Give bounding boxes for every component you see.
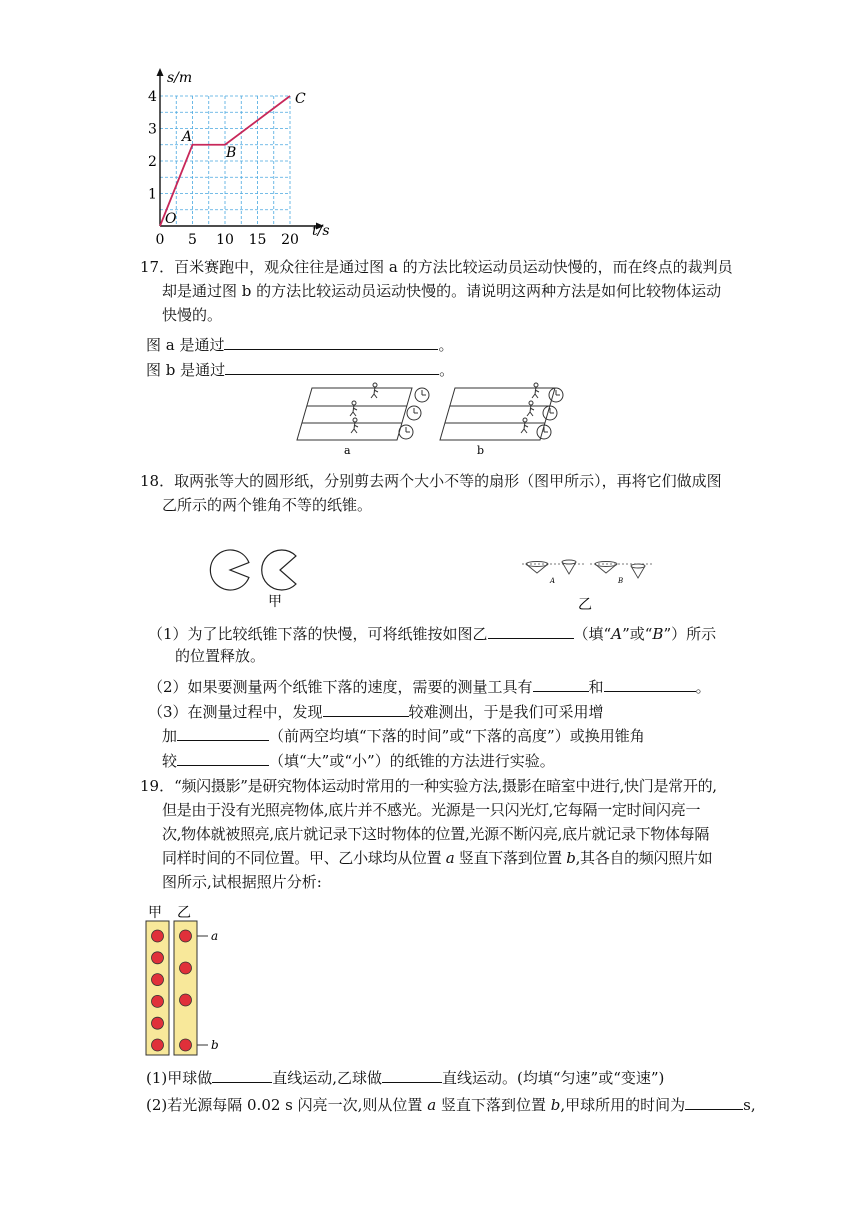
runner-icon xyxy=(527,401,534,416)
strip-label-jia: 甲 xyxy=(148,905,162,921)
q17-line2: 却是通过图 b 的方法比较运动员运动快慢的。请说明这两种方法是如何比较物体运动 xyxy=(162,282,722,300)
q17-answer-b: 图 b 是通过 。 xyxy=(146,358,454,380)
q17-blank-b[interactable] xyxy=(225,358,439,375)
q18-blank-3[interactable] xyxy=(604,675,696,692)
position-label-a: a xyxy=(211,929,219,943)
y-tick-label: 2 xyxy=(148,154,157,170)
ball-jia xyxy=(152,930,164,942)
q18-part3-line3: 较 （填“大”或“小”）的纸锥的方法进行实验。 xyxy=(162,749,555,771)
q18-part1-line2: 的位置释放。 xyxy=(175,647,266,665)
paper-circle-small-cut xyxy=(262,550,296,590)
x-tick-label: 15 xyxy=(248,232,267,248)
q18-number: 18． xyxy=(140,472,175,490)
strip-label-yi: 乙 xyxy=(177,905,191,921)
y-tick-label: 1 xyxy=(148,186,157,203)
q17-line3: 快慢的。 xyxy=(162,306,223,324)
cone-narrow-a xyxy=(562,560,576,574)
x-tick-label: 20 xyxy=(281,232,299,248)
cone-narrow-b xyxy=(631,564,645,578)
x-tick-label: 10 xyxy=(216,232,234,248)
strobe-photo-figure xyxy=(140,900,230,1062)
q18-blank-1[interactable] xyxy=(488,622,574,639)
point-label-a: A xyxy=(182,129,193,145)
q19-line1: 19．“频闪摄影”是研究物体运动时常用的一种实验方法,摄影在暗室中进行,快门是常开的, xyxy=(140,777,717,795)
cone-wide-b xyxy=(595,562,617,574)
q18-blank-4[interactable] xyxy=(323,700,409,717)
graph-grid xyxy=(160,96,290,226)
q18-part1: （1）为了比较纸锥下落的快慢，可将纸锥按如图乙 （填“A”或“B”）所示 xyxy=(148,622,716,644)
x-tick-label: 5 xyxy=(188,232,197,248)
ball-yi xyxy=(180,962,192,974)
q17-line1: 17．百米赛跑中，观众往往是通过图 a 的方法比较运动员运动快慢的，而在终点的裁判员 xyxy=(140,258,733,276)
ball-jia xyxy=(152,995,164,1007)
track-label-b: b xyxy=(477,444,485,456)
cone-label-a: A xyxy=(550,577,556,585)
point-label-b: B xyxy=(226,145,237,161)
point-label-o: O xyxy=(165,211,177,227)
q19-sub1: (1)甲球做 直线运动,乙球做 直线运动。(均填“匀速”或“变速”) xyxy=(146,1066,664,1088)
q19-number: 19． xyxy=(140,777,175,795)
cone-wide-a xyxy=(526,562,548,574)
runner-icon xyxy=(350,401,357,416)
figure-label-yi: 乙 xyxy=(578,597,592,612)
y-tick-label: 4 xyxy=(148,89,157,105)
q18-part3-line2: 加 （前两空均填“下落的时间”或“下落的高度”）或换用锥角 xyxy=(162,724,645,746)
race-track-figures xyxy=(292,380,572,456)
y-tick-label: 3 xyxy=(148,121,157,138)
y-axis-arrow xyxy=(157,68,164,76)
cone-label-b: B xyxy=(618,577,624,585)
position-label-b: b xyxy=(211,1038,219,1052)
runner-icon xyxy=(532,383,539,398)
q19-blank-1[interactable] xyxy=(212,1066,272,1083)
ball-yi xyxy=(180,930,192,942)
paper-cone-figure xyxy=(520,556,660,612)
ball-jia xyxy=(152,1039,164,1051)
ball-yi xyxy=(180,994,192,1006)
q19-line3: 次,物体就被照亮,底片就记录下这时物体的位置,光源不断闪亮,底片就记录下物体每隔 xyxy=(162,825,710,843)
clock-icon xyxy=(399,425,413,439)
q17-answer-a: 图 a 是通过 。 xyxy=(146,333,454,355)
runner-icon xyxy=(351,418,358,433)
q18-part3: （3）在测量过程中，发现 较难测出，于是我们可采用增 xyxy=(148,700,604,722)
clock-icon xyxy=(415,388,429,402)
clock-icon xyxy=(407,406,421,420)
q18-blank-2[interactable] xyxy=(533,675,589,692)
st-graph xyxy=(140,66,340,248)
q17-blank-a[interactable] xyxy=(224,333,438,350)
ball-jia xyxy=(152,1017,164,1029)
q19-line2: 但是由于没有光照亮物体,底片并不感光。光源是一只闪光灯,它每隔一定时间闪亮一 xyxy=(162,801,701,819)
q18-part2: （2）如果要测量两个纸锥下落的速度，需要的测量工具有 和 。 xyxy=(148,675,711,697)
clock-icon xyxy=(543,406,557,420)
clock-icon xyxy=(537,425,551,439)
clock-icon xyxy=(549,388,563,402)
runner-icon xyxy=(521,418,528,433)
q17-number: 17． xyxy=(140,258,175,276)
track-figure-a xyxy=(297,383,429,440)
paper-circle-figure xyxy=(200,540,320,612)
q18-line2: 乙所示的两个锥角不等的纸锥。 xyxy=(162,496,373,514)
ball-yi xyxy=(180,1039,192,1051)
q18-blank-6[interactable] xyxy=(177,749,269,766)
paper-circle-large-cut xyxy=(210,550,249,590)
y-axis-label: s/m xyxy=(167,70,193,86)
q19-line4: 同样时间的不同位置。甲、乙小球均从位置 a 竖直下落到位置 b,其各自的频闪照片如 xyxy=(162,849,713,867)
ball-jia xyxy=(152,974,164,986)
runner-icon xyxy=(371,383,378,398)
q19-blank-2[interactable] xyxy=(382,1066,442,1083)
ball-jia xyxy=(152,952,164,964)
x-tick-label: 0 xyxy=(155,232,165,248)
q19-line5: 图所示,试根据照片分析: xyxy=(162,873,322,891)
figure-label-jia: 甲 xyxy=(268,594,282,610)
point-label-c: C xyxy=(295,91,306,107)
q19-sub2: (2)若光源每隔 0.02 s 闪亮一次,则从位置 a 竖直下落到位置 b,甲球所用的时间为 s, xyxy=(146,1093,756,1115)
track-figure-b xyxy=(440,383,563,440)
track-label-a: a xyxy=(344,444,351,456)
q19-blank-3[interactable] xyxy=(685,1093,743,1110)
x-axis-label: t/s xyxy=(312,223,330,239)
q18-line1: 18．取两张等大的圆形纸，分别剪去两个大小不等的扇形（图甲所示），再将它们做成图 xyxy=(140,472,722,490)
q18-blank-5[interactable] xyxy=(177,724,269,741)
